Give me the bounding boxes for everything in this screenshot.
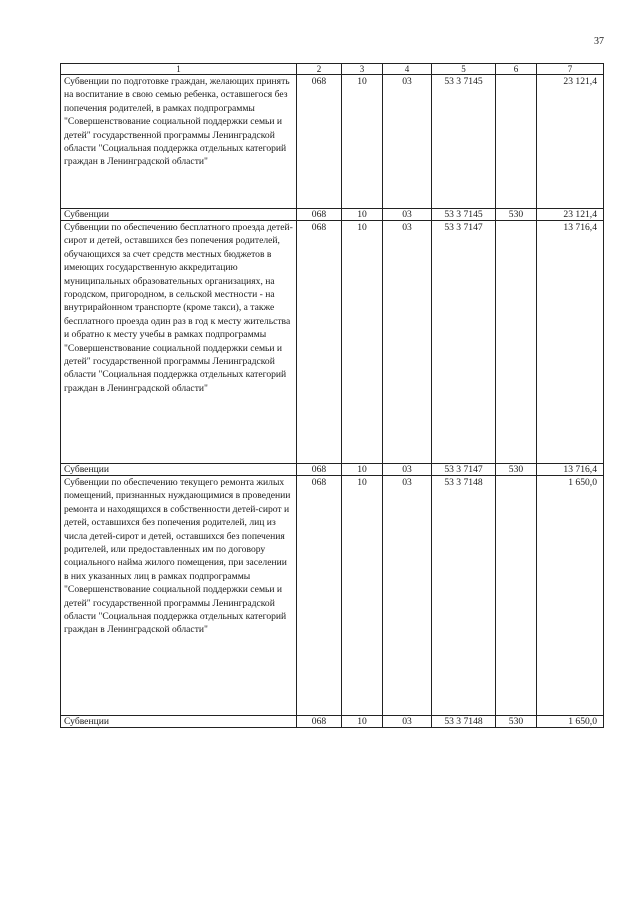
row-c5: 53 3 7147 xyxy=(432,464,496,476)
row-name: Субвенции по обеспечению бесплатного проезда детей-сирот и детей, оставшихся без попечения родителей, обучающихся за счет средств местных бюджетов в имеющих государственную аккредитацию муниципальных образовательных организациях, на городском, пригородном, в сельской местности - на внутрирайонном транспорте (кроме такси), а также бесплатного проезда один раз в год к месту жительства и обратно к месту учебы в рамках подпрограммы "Совершенствование социальной поддержки семьи и детей" государственной программы Ленинградской области "Социальная поддержка отдельных категорий граждан в Ленинградской области" xyxy=(61,221,297,464)
row-c3: 10 xyxy=(342,476,383,716)
table-row xyxy=(61,209,604,221)
row-c7: 23 121,4 xyxy=(537,209,604,221)
row-c3: 10 xyxy=(342,716,383,728)
row-c3: 10 xyxy=(342,75,383,209)
row-c4: 03 xyxy=(383,221,432,464)
row-c2: 068 xyxy=(297,716,342,728)
header-cell: 3 xyxy=(342,64,383,75)
row-c2: 068 xyxy=(297,75,342,209)
row-c3: 10 xyxy=(342,464,383,476)
row-c6 xyxy=(496,221,537,464)
header-cell: 5 xyxy=(432,64,496,75)
row-c6: 530 xyxy=(496,209,537,221)
row-c4: 03 xyxy=(383,476,432,716)
row-c4: 03 xyxy=(383,716,432,728)
row-c4: 03 xyxy=(383,464,432,476)
header-cell: 2 xyxy=(297,64,342,75)
row-c6: 530 xyxy=(496,716,537,728)
header-cell: 6 xyxy=(496,64,537,75)
header-cell: 4 xyxy=(383,64,432,75)
table-row xyxy=(61,464,604,476)
row-c7: 1 650,0 xyxy=(537,476,604,716)
row-c7: 13 716,4 xyxy=(537,464,604,476)
row-c6 xyxy=(496,75,537,209)
row-name: Субвенции по подготовке граждан, желающих принять на воспитание в свою семью ребенка, оставшегося без попечения родителей, в рамках подпрограммы "Совершенствование социальной поддержки семьи и детей" государственной программы Ленинградской области "Социальная поддержка отдельных категорий граждан в Ленинградской области" xyxy=(61,75,297,209)
row-c5: 53 3 7145 xyxy=(432,209,496,221)
row-c7: 23 121,4 xyxy=(537,75,604,209)
row-name: Субвенции xyxy=(61,716,297,728)
row-c5: 53 3 7145 xyxy=(432,75,496,209)
row-name: Субвенции по обеспечению текущего ремонта жилых помещений, признанных нуждающимися в проведении ремонта и находящихся в собственности детей-сирот и детей, оставшихся без попечения родителей, лиц из числа детей-сирот и детей, оставшихся без попечения родителей, или предоставленных им по договору социального найма жилого помещения, при заселении в них указанных лиц в рамках подпрограммы "Совершенствование социальной поддержки семьи и детей" государственной программы Ленинградской области "Социальная поддержка отдельных категорий граждан в Ленинградской области" xyxy=(61,476,297,716)
row-c7: 1 650,0 xyxy=(537,716,604,728)
page-number: 37 xyxy=(594,36,604,47)
row-c6: 530 xyxy=(496,464,537,476)
table-row xyxy=(61,716,604,728)
table-header-row xyxy=(61,64,604,75)
row-c3: 10 xyxy=(342,209,383,221)
row-c4: 03 xyxy=(383,75,432,209)
row-c7: 13 716,4 xyxy=(537,221,604,464)
row-c6 xyxy=(496,476,537,716)
row-c2: 068 xyxy=(297,221,342,464)
table-row xyxy=(61,75,604,209)
row-c2: 068 xyxy=(297,476,342,716)
row-c5: 53 3 7148 xyxy=(432,476,496,716)
header-cell: 7 xyxy=(537,64,604,75)
header-cell: 1 xyxy=(61,64,297,75)
row-name: Субвенции xyxy=(61,464,297,476)
row-c2: 068 xyxy=(297,209,342,221)
row-c3: 10 xyxy=(342,221,383,464)
row-c4: 03 xyxy=(383,209,432,221)
row-c5: 53 3 7148 xyxy=(432,716,496,728)
row-c5: 53 3 7147 xyxy=(432,221,496,464)
table-row xyxy=(61,221,604,464)
table-row xyxy=(61,476,604,716)
row-c2: 068 xyxy=(297,464,342,476)
budget-table xyxy=(60,63,604,728)
row-name: Субвенции xyxy=(61,209,297,221)
